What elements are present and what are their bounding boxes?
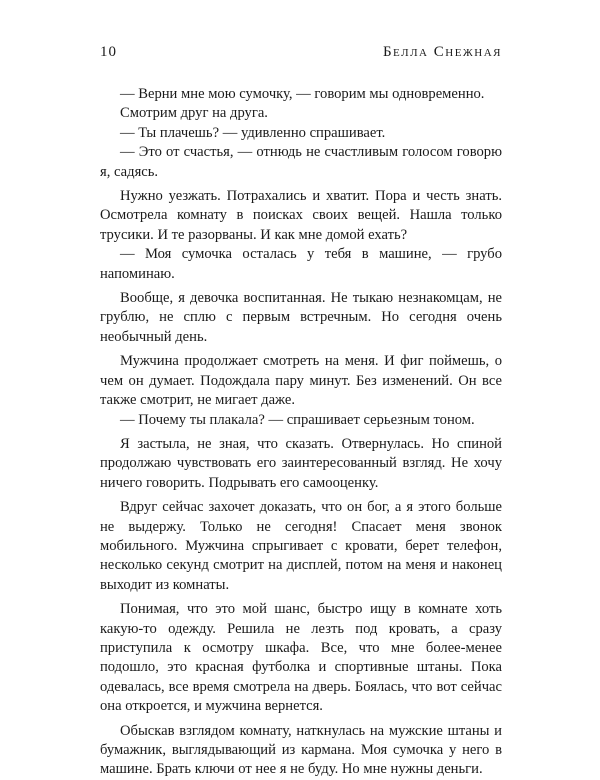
paragraph: Смотрим друг на друга. [120,105,268,122]
paragraph: — Верни мне мою сумочку, — говорим мы одновременно. [120,86,485,102]
paragraph: Я застыла, не зная, что сказать. Отвернулась. Но спиной продолжаю чувствовать его заинтересованный взгляд. Не хочу ничего говорить. Подрывать его самооценку. [100,435,502,491]
paragraph: Вдруг сейчас захочет доказать, что он бог, а я этого больше не выдержу. Только не сегодня! Спасает меня звонок мобильного. Мужчина спрыгивает с кровати, берет телефон, несколько секунд смотрит на дисплей, потом на меня и наконец выходит из комнаты. [100,499,502,593]
paragraph: Нужно уезжать. Потрахались и хватит. Пора и честь знать. Осмотрела комнату в поисках своих вещей. Нашла только трусики. И те разорваны. И как мне домой ехать? [100,188,502,243]
paragraph: Мужчина продолжает смотреть на меня. И фиг поймешь, о чем он думает. Подождала пару минут. Без изменений. Он все также смотрит, не мигает даже. [100,353,502,409]
page-number: 10 [100,44,117,60]
paragraph: Обыскав взглядом комнату, наткнулась на мужские штаны и бумажник, выглядывающий из кармана. Моя сумочка у него в машине. Брать ключи от нее я не буду. Но мне нужны деньги. [100,722,502,778]
paragraph: — Это от счастья, — отнюдь не счастливым голосом говорю я, садясь. [100,144,502,180]
running-head-author: Белла Снежная [382,44,502,60]
body-text [100,85,502,780]
paragraph: — Почему ты плакала? — спрашивает серьезным тоном. [120,411,475,428]
paragraph: Вообще, я девочка воспитанная. Не тыкаю незнакомцам, не грублю, не сплю с первым встречным. Но сегодня очень необычный день. [100,290,502,345]
page-header [100,44,502,66]
paragraph: Понимая, что это мой шанс, быстро ищу в комнате хоть какую-то одежду. Решила не лезть под кровать, а сразу приступила к осмотру шкафа. Все, что мне более-менее подошло, это красная футболка и спортивные штаны. Пока одевалась, все время смотрела на дверь. Боялась, что вот сейчас она откроется, и мужчина вернется. [100,601,502,715]
paragraph: — Ты плачешь? — удивленно спрашивает. [120,124,386,141]
paragraph: — Моя сумочка осталась у тебя в машине, — грубо напоминаю. [100,246,502,282]
